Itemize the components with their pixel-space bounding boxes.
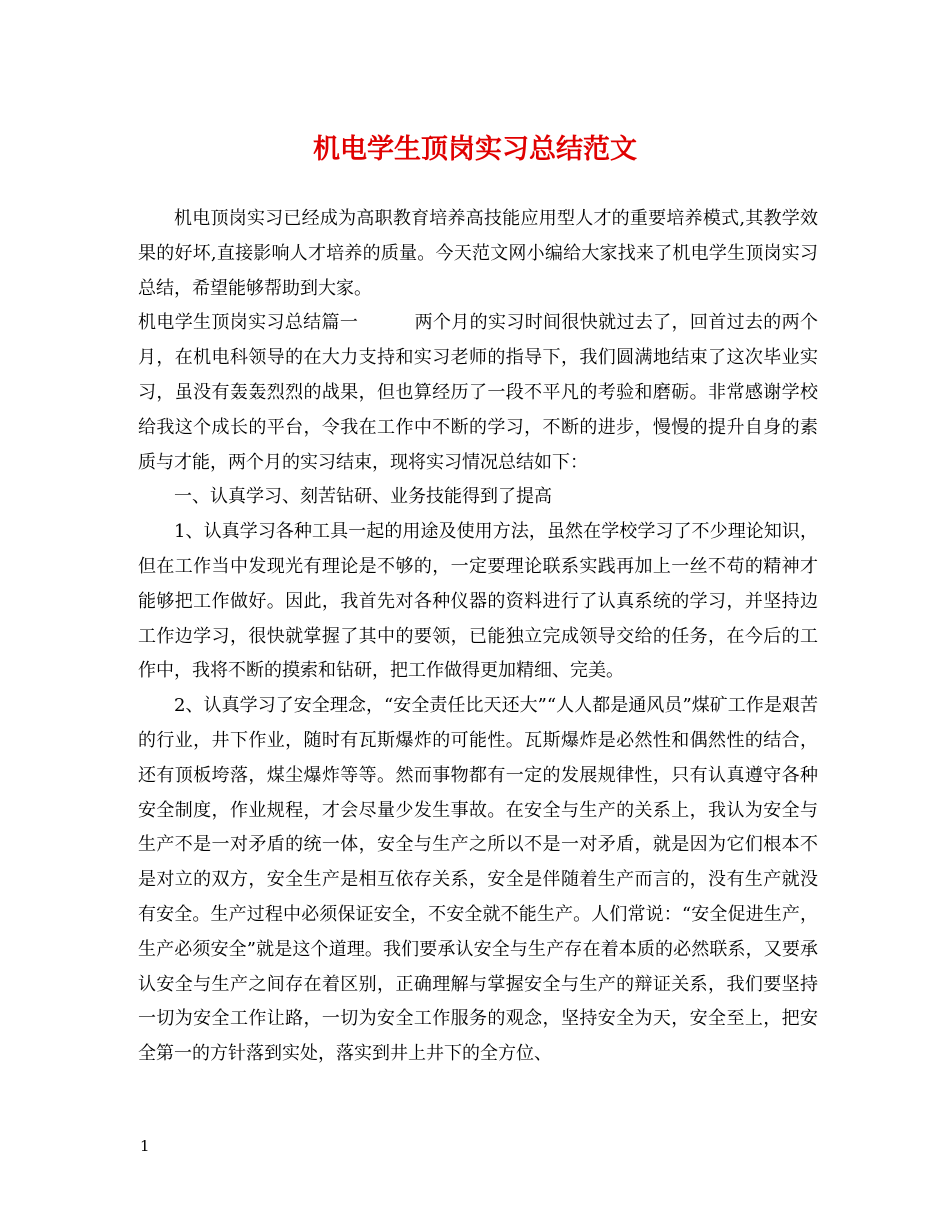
- section-paragraph: [138, 306, 818, 480]
- point-one-paragraph: 1、认真学习各种工具一起的用途及使用方法，虽然在学校学习了不少理论知识，但在工作当中发现光有理论是不够的，一定要理论联系实践再加上一丝不苟的精神才能够把工作做好。因此，我首先对各种仪器的资料进行了认真系统的学习，并坚持边工作边学习，很快就掌握了其中的要领，已能独立完成领导交给的任务，在今后的工作中，我将不断的摸索和钻研，把工作做得更加精细、完美。: [138, 521, 818, 682]
- section-label: 机电学生顶岗实习总结篇一: [138, 312, 359, 334]
- intro-paragraph: 机电顶岗实习已经成为高职教育培养高技能应用型人才的重要培养模式,其教学效果的好坏,直接影响人才培养的质量。今天范文网小编给大家找来了机电学生顶岗实习总结，希望能够帮助到大家。: [138, 208, 818, 299]
- document-title: 机电学生顶岗实习总结范文: [313, 134, 637, 165]
- page-number: 1: [140, 1137, 150, 1155]
- document-body: [138, 202, 818, 1072]
- heading-one: 一、认真学习、刻苦钻研、业务技能得到了提高: [174, 486, 552, 508]
- point-two-paragraph: 2、认真学习了安全理念，“安全责任比天还大”“人人都是通风员”煤矿工作是艰苦的行业，井下作业，随时有瓦斯爆炸的可能性。瓦斯爆炸是必然性和偶然性的结合，还有顶板垮落，煤尘爆炸等等。然而事物都有一定的发展规律性，只有认真遵守各种安全制度，作业规程，才会尽量少发生事故。在安全与生产的关系上，我认为安全与生产不是一对矛盾的统一体，安全与生产之所以不是一对矛盾，就是因为它们根本不是对立的双方，安全生产是相互依存关系，安全是伴随着生产而言的，没有生产就没有安全。生产过程中必须保证安全，不安全就不能生产。人们常说：“安全促进生产，生产必须安全”就是这个道理。我们要承认安全与生产存在着本质的必然联系，又要承认安全与生产之间存在着区别，正确理解与掌握安全与生产的辩证关系，我们要坚持一切为安全工作让路，一切为安全工作服务的观念，坚持安全为天，安全至上，把安全第一的方针落到实处，落实到井上井下的全方位、: [138, 695, 818, 1065]
- section-text: 两个月的实习时间很快就过去了，回首过去的两个月，在机电科领导的在大力支持和实习老师的指导下，我们圆满地结束了这次毕业实习，虽没有轰轰烈烈的战果，但也算经历了一段不平凡的考验和磨砺。非常感谢学校给我这个成长的平台，令我在工作中不断的学习，不断的进步，慢慢的提升自身的素质与才能，两个月的实习结束，现将实习情况总结如下：: [138, 312, 818, 473]
